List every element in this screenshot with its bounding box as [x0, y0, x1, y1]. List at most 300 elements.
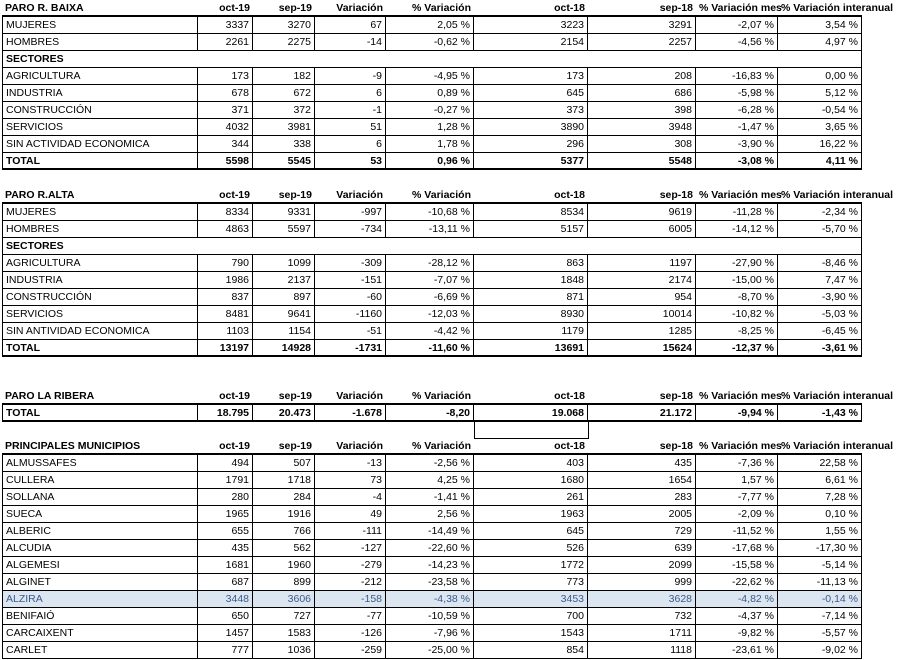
cell-6: 999 — [588, 574, 696, 591]
cell-5: 1543 — [474, 625, 588, 642]
sector-row — [0, 255, 900, 272]
cell-7: -4,56 % — [696, 34, 778, 51]
cell-1: 678 — [198, 85, 253, 102]
cell-1: 4032 — [198, 119, 253, 136]
cell-5: 3890 — [474, 119, 588, 136]
cell-5: 700 — [474, 608, 588, 625]
cell-7: % Variación mes — [696, 187, 778, 204]
sector-row — [0, 85, 900, 102]
cell-3: Variación — [315, 0, 386, 17]
cell-2: sep-19 — [253, 187, 315, 204]
cell-6: 686 — [588, 85, 696, 102]
cell-6: 435 — [588, 455, 696, 472]
cell-5: 526 — [474, 540, 588, 557]
cell-2: 9331 — [253, 204, 315, 221]
cell-4: % Variación — [386, 388, 474, 405]
row-label: SOLLANA — [2, 489, 198, 506]
cell-2: 3270 — [253, 17, 315, 34]
cell-5: 5157 — [474, 221, 588, 238]
row-label: AGRICULTURA — [2, 68, 198, 85]
cell-8: 3,54 % — [778, 17, 862, 34]
table-row — [0, 204, 900, 221]
sectores-label: SECTORES — [2, 238, 862, 255]
cell-7: -8,25 % — [696, 323, 778, 340]
cell-5: 296 — [474, 136, 588, 153]
sector-row — [0, 289, 900, 306]
sector-row — [0, 119, 900, 136]
cell-8: -3,90 % — [778, 289, 862, 306]
cell-8: 22,58 % — [778, 455, 862, 472]
cell-5: oct-18 — [474, 187, 588, 204]
cell-7: -11,52 % — [696, 523, 778, 540]
cell-3: -158 — [315, 591, 386, 608]
cell-5: 773 — [474, 574, 588, 591]
cell-8: 4,11 % — [778, 153, 862, 170]
sector-row — [0, 323, 900, 340]
row-label: SERVICIOS — [2, 119, 198, 136]
ribera-header-row — [0, 388, 900, 405]
municipio-row — [0, 472, 900, 489]
row-label: TOTAL — [2, 340, 198, 357]
cell-2: 9641 — [253, 306, 315, 323]
cell-1: 4863 — [198, 221, 253, 238]
row-label: SIN ANTIVIDAD ECONOMICA — [2, 323, 198, 340]
row-label: BENIFAIÓ — [2, 608, 198, 625]
municipio-row — [0, 455, 900, 472]
row-label: CULLERA — [2, 472, 198, 489]
cell-1: 687 — [198, 574, 253, 591]
row-label: TOTAL — [2, 405, 198, 422]
cell-7: -7,77 % — [696, 489, 778, 506]
cell-2: 899 — [253, 574, 315, 591]
cell-7: -14,12 % — [696, 221, 778, 238]
cell-4: -12,03 % — [386, 306, 474, 323]
cell-5: 261 — [474, 489, 588, 506]
cell-3: -60 — [315, 289, 386, 306]
cell-2: 1960 — [253, 557, 315, 574]
municipio-row — [0, 540, 900, 557]
cell-3: -1 — [315, 102, 386, 119]
cell-1: 344 — [198, 136, 253, 153]
cell-6: 15624 — [588, 340, 696, 357]
cell-5: 5377 — [474, 153, 588, 170]
cell-7: -16,83 % — [696, 68, 778, 85]
row-label: ALMUSSAFES — [2, 455, 198, 472]
cell-3: -13 — [315, 455, 386, 472]
cell-7: -6,28 % — [696, 102, 778, 119]
row-label: TOTAL — [2, 153, 198, 170]
cell-1: 2261 — [198, 34, 253, 51]
cell-8: % Variación interanual — [778, 388, 862, 405]
section-header-row — [0, 0, 900, 17]
cell-4: 0,89 % — [386, 85, 474, 102]
cell-7: -3,90 % — [696, 136, 778, 153]
cell-8: 0,10 % — [778, 506, 862, 523]
cell-4: -1,41 % — [386, 489, 474, 506]
cell-8: 4,97 % — [778, 34, 862, 51]
cell-3: -77 — [315, 608, 386, 625]
cell-2: sep-19 — [253, 438, 315, 455]
cell-2: 1154 — [253, 323, 315, 340]
cell-6: 1197 — [588, 255, 696, 272]
cell-6: 5548 — [588, 153, 696, 170]
cell-7: -4,37 % — [696, 608, 778, 625]
cell-4: -4,42 % — [386, 323, 474, 340]
cell-8: -6,45 % — [778, 323, 862, 340]
cell-5: 373 — [474, 102, 588, 119]
cell-7: -8,70 % — [696, 289, 778, 306]
cell-4: -2,56 % — [386, 455, 474, 472]
cell-3: -151 — [315, 272, 386, 289]
cell-4: -0,62 % — [386, 34, 474, 51]
cell-3: -309 — [315, 255, 386, 272]
cell-2: 897 — [253, 289, 315, 306]
cell-5: 3453 — [474, 591, 588, 608]
cell-4: -4,38 % — [386, 591, 474, 608]
cell-3: 51 — [315, 119, 386, 136]
cell-8: -0,54 % — [778, 102, 862, 119]
cell-2: 3981 — [253, 119, 315, 136]
total-row — [0, 340, 900, 357]
cell-7: -15,58 % — [696, 557, 778, 574]
municipio-row — [0, 625, 900, 642]
cell-1: 13197 — [198, 340, 253, 357]
cell-1: oct-19 — [198, 0, 253, 17]
cell-4: 0,96 % — [386, 153, 474, 170]
cell-3: -127 — [315, 540, 386, 557]
cell-2: 507 — [253, 455, 315, 472]
cell-8: % Variación interanual — [778, 438, 862, 455]
cell-2: 338 — [253, 136, 315, 153]
municipio-row — [0, 506, 900, 523]
cell-8: -11,13 % — [778, 574, 862, 591]
municipio-row — [0, 608, 900, 625]
sector-row — [0, 306, 900, 323]
cell-2: 14928 — [253, 340, 315, 357]
cell-1: 435 — [198, 540, 253, 557]
cell-6: 3948 — [588, 119, 696, 136]
cell-6: 732 — [588, 608, 696, 625]
cell-3: -734 — [315, 221, 386, 238]
cell-5: 173 — [474, 68, 588, 85]
cell-4: 2,56 % — [386, 506, 474, 523]
cell-4: -23,58 % — [386, 574, 474, 591]
cell-7: -2,07 % — [696, 17, 778, 34]
cell-3: 6 — [315, 136, 386, 153]
municipio-row — [0, 642, 900, 659]
cell-2: 672 — [253, 85, 315, 102]
row-label: INDUSTRIA — [2, 85, 198, 102]
cell-6: sep-18 — [588, 388, 696, 405]
row-label: ALZIRA — [2, 591, 198, 608]
cell-4: 1,28 % — [386, 119, 474, 136]
municipio-row — [0, 489, 900, 506]
row-label: ALCUDIA — [2, 540, 198, 557]
cell-1: 280 — [198, 489, 253, 506]
cell-8: -5,70 % — [778, 221, 862, 238]
cell-6: 1654 — [588, 472, 696, 489]
empty-cell-box — [474, 422, 589, 439]
cell-6: 729 — [588, 523, 696, 540]
cell-7: -7,36 % — [696, 455, 778, 472]
cell-4: 2,05 % — [386, 17, 474, 34]
cell-7: -4,82 % — [696, 591, 778, 608]
cell-1: oct-19 — [198, 388, 253, 405]
cell-4: -7,07 % — [386, 272, 474, 289]
cell-8: 0,00 % — [778, 68, 862, 85]
cell-8: -17,30 % — [778, 540, 862, 557]
cell-6: 3291 — [588, 17, 696, 34]
cell-8: -2,34 % — [778, 204, 862, 221]
cell-7: -1,47 % — [696, 119, 778, 136]
cell-7: % Variación mes — [696, 388, 778, 405]
cell-1: 777 — [198, 642, 253, 659]
row-label: ALGEMESI — [2, 557, 198, 574]
cell-1: oct-19 — [198, 438, 253, 455]
cell-6: 9619 — [588, 204, 696, 221]
municipios-header-row — [0, 438, 900, 455]
row-label: SERVICIOS — [2, 306, 198, 323]
cell-2: 5597 — [253, 221, 315, 238]
cell-4: % Variación — [386, 438, 474, 455]
cell-8: 7,47 % — [778, 272, 862, 289]
cell-6: 1285 — [588, 323, 696, 340]
cell-6: 1118 — [588, 642, 696, 659]
cell-3: -14 — [315, 34, 386, 51]
cell-5: 863 — [474, 255, 588, 272]
cell-8: -5,03 % — [778, 306, 862, 323]
cell-6: 6005 — [588, 221, 696, 238]
cell-2: 182 — [253, 68, 315, 85]
row-label: AGRICULTURA — [2, 255, 198, 272]
sector-row — [0, 68, 900, 85]
cell-6: 10014 — [588, 306, 696, 323]
cell-5: 403 — [474, 455, 588, 472]
row-label: CARLET — [2, 642, 198, 659]
cell-3: -126 — [315, 625, 386, 642]
cell-2: 5545 — [253, 153, 315, 170]
cell-4: -6,69 % — [386, 289, 474, 306]
cell-6: sep-18 — [588, 187, 696, 204]
row-label: HOMBRES — [2, 34, 198, 51]
municipio-row — [0, 591, 900, 608]
cell-6: 208 — [588, 68, 696, 85]
cell-1: oct-19 — [198, 187, 253, 204]
cell-3: 6 — [315, 85, 386, 102]
cell-1: 790 — [198, 255, 253, 272]
cell-1: 3448 — [198, 591, 253, 608]
sector-row — [0, 272, 900, 289]
cell-4: -7,96 % — [386, 625, 474, 642]
municipio-row — [0, 557, 900, 574]
cell-3: -51 — [315, 323, 386, 340]
cell-1: 655 — [198, 523, 253, 540]
cell-2: 2275 — [253, 34, 315, 51]
cell-2: 3606 — [253, 591, 315, 608]
row-label: ALBERIC — [2, 523, 198, 540]
cell-1: 1965 — [198, 506, 253, 523]
cell-6: 954 — [588, 289, 696, 306]
cell-2: 727 — [253, 608, 315, 625]
cell-4: -14,49 % — [386, 523, 474, 540]
sectores-label: SECTORES — [2, 51, 862, 68]
cell-1: 18.795 — [198, 405, 253, 422]
sector-header-row — [0, 51, 900, 68]
cell-3: 53 — [315, 153, 386, 170]
cell-8: -0,14 % — [778, 591, 862, 608]
row-label: SUECA — [2, 506, 198, 523]
table-row — [0, 17, 900, 34]
cell-7: -5,98 % — [696, 85, 778, 102]
cell-5: 1963 — [474, 506, 588, 523]
cell-1: 8334 — [198, 204, 253, 221]
cell-1: 1457 — [198, 625, 253, 642]
row-label: HOMBRES — [2, 221, 198, 238]
cell-8: 16,22 % — [778, 136, 862, 153]
cell-5: 1680 — [474, 472, 588, 489]
cell-7: -27,90 % — [696, 255, 778, 272]
cell-5: 1848 — [474, 272, 588, 289]
cell-3: -4 — [315, 489, 386, 506]
cell-1: 3337 — [198, 17, 253, 34]
cell-1: 5598 — [198, 153, 253, 170]
cell-8: 5,12 % — [778, 85, 862, 102]
row-label: PARO LA RIBERA — [2, 388, 198, 405]
cell-7: -12,37 % — [696, 340, 778, 357]
municipio-row — [0, 574, 900, 591]
row-label: MUJERES — [2, 204, 198, 221]
cell-5: 13691 — [474, 340, 588, 357]
cell-3: Variación — [315, 187, 386, 204]
cell-4: -10,59 % — [386, 608, 474, 625]
sector-row — [0, 102, 900, 119]
cell-5: 3223 — [474, 17, 588, 34]
cell-5: 8930 — [474, 306, 588, 323]
cell-2: 766 — [253, 523, 315, 540]
cell-5: 8534 — [474, 204, 588, 221]
cell-8: 1,55 % — [778, 523, 862, 540]
cell-7: % Variación mes — [696, 438, 778, 455]
row-label: PARO R.ALTA — [2, 187, 198, 204]
cell-2: 284 — [253, 489, 315, 506]
cell-1: 371 — [198, 102, 253, 119]
sector-row — [0, 136, 900, 153]
cell-2: sep-19 — [253, 388, 315, 405]
cell-4: -14,23 % — [386, 557, 474, 574]
cell-3: Variación — [315, 388, 386, 405]
row-label: CARCAIXENT — [2, 625, 198, 642]
cell-5: 19.068 — [474, 405, 588, 422]
cell-8: 7,28 % — [778, 489, 862, 506]
cell-5: oct-18 — [474, 0, 588, 17]
cell-7: -2,09 % — [696, 506, 778, 523]
cell-6: 639 — [588, 540, 696, 557]
cell-8: -9,02 % — [778, 642, 862, 659]
cell-7: -9,82 % — [696, 625, 778, 642]
cell-2: 1036 — [253, 642, 315, 659]
cell-5: 645 — [474, 523, 588, 540]
cell-4: -22,60 % — [386, 540, 474, 557]
cell-6: 1711 — [588, 625, 696, 642]
cell-3: Variación — [315, 438, 386, 455]
cell-6: 2174 — [588, 272, 696, 289]
cell-3: -111 — [315, 523, 386, 540]
cell-3: -997 — [315, 204, 386, 221]
cell-6: 21.172 — [588, 405, 696, 422]
cell-7: -9,94 % — [696, 405, 778, 422]
row-label: CONSTRUCCIÓN — [2, 289, 198, 306]
cell-7: -10,82 % — [696, 306, 778, 323]
municipio-row — [0, 523, 900, 540]
cell-7: -22,62 % — [696, 574, 778, 591]
cell-2: 1718 — [253, 472, 315, 489]
cell-1: 1681 — [198, 557, 253, 574]
cell-2: 1916 — [253, 506, 315, 523]
cell-8: 3,65 % — [778, 119, 862, 136]
cell-8: 6,61 % — [778, 472, 862, 489]
cell-4: 4,25 % — [386, 472, 474, 489]
cell-5: oct-18 — [474, 438, 588, 455]
cell-5: 1772 — [474, 557, 588, 574]
cell-3: 67 — [315, 17, 386, 34]
cell-4: % Variación — [386, 187, 474, 204]
ribera-total-row — [0, 405, 900, 422]
table-row — [0, 221, 900, 238]
cell-3: -1160 — [315, 306, 386, 323]
cell-1: 494 — [198, 455, 253, 472]
cell-8: % Variación interanual — [778, 0, 862, 17]
cell-5: oct-18 — [474, 388, 588, 405]
cell-8: -5,57 % — [778, 625, 862, 642]
cell-3: -9 — [315, 68, 386, 85]
cell-4: 1,78 % — [386, 136, 474, 153]
cell-4: -0,27 % — [386, 102, 474, 119]
cell-4: -8,20 — [386, 405, 474, 422]
cell-7: -3,08 % — [696, 153, 778, 170]
cell-8: -5,14 % — [778, 557, 862, 574]
cell-2: 1099 — [253, 255, 315, 272]
cell-3: -1.678 — [315, 405, 386, 422]
cell-8: -3,61 % — [778, 340, 862, 357]
cell-3: -1731 — [315, 340, 386, 357]
cell-7: % Variación mes — [696, 0, 778, 17]
cell-4: -28,12 % — [386, 255, 474, 272]
cell-5: 871 — [474, 289, 588, 306]
cell-7: -11,28 % — [696, 204, 778, 221]
cell-8: -1,43 % — [778, 405, 862, 422]
row-label: ALGINET — [2, 574, 198, 591]
cell-1: 1791 — [198, 472, 253, 489]
cell-3: -212 — [315, 574, 386, 591]
cell-1: 650 — [198, 608, 253, 625]
cell-6: 2257 — [588, 34, 696, 51]
cell-6: sep-18 — [588, 438, 696, 455]
cell-8: % Variación interanual — [778, 187, 862, 204]
row-label: INDUSTRIA — [2, 272, 198, 289]
row-label: MUJERES — [2, 17, 198, 34]
cell-1: 173 — [198, 68, 253, 85]
row-label: PRINCIPALES MUNICIPIOS — [2, 438, 198, 455]
cell-5: 2154 — [474, 34, 588, 51]
cell-3: 49 — [315, 506, 386, 523]
cell-4: % Variación — [386, 0, 474, 17]
cell-3: 73 — [315, 472, 386, 489]
cell-1: 1986 — [198, 272, 253, 289]
cell-5: 854 — [474, 642, 588, 659]
cell-2: 372 — [253, 102, 315, 119]
sector-header-row — [0, 238, 900, 255]
cell-6: 3628 — [588, 591, 696, 608]
